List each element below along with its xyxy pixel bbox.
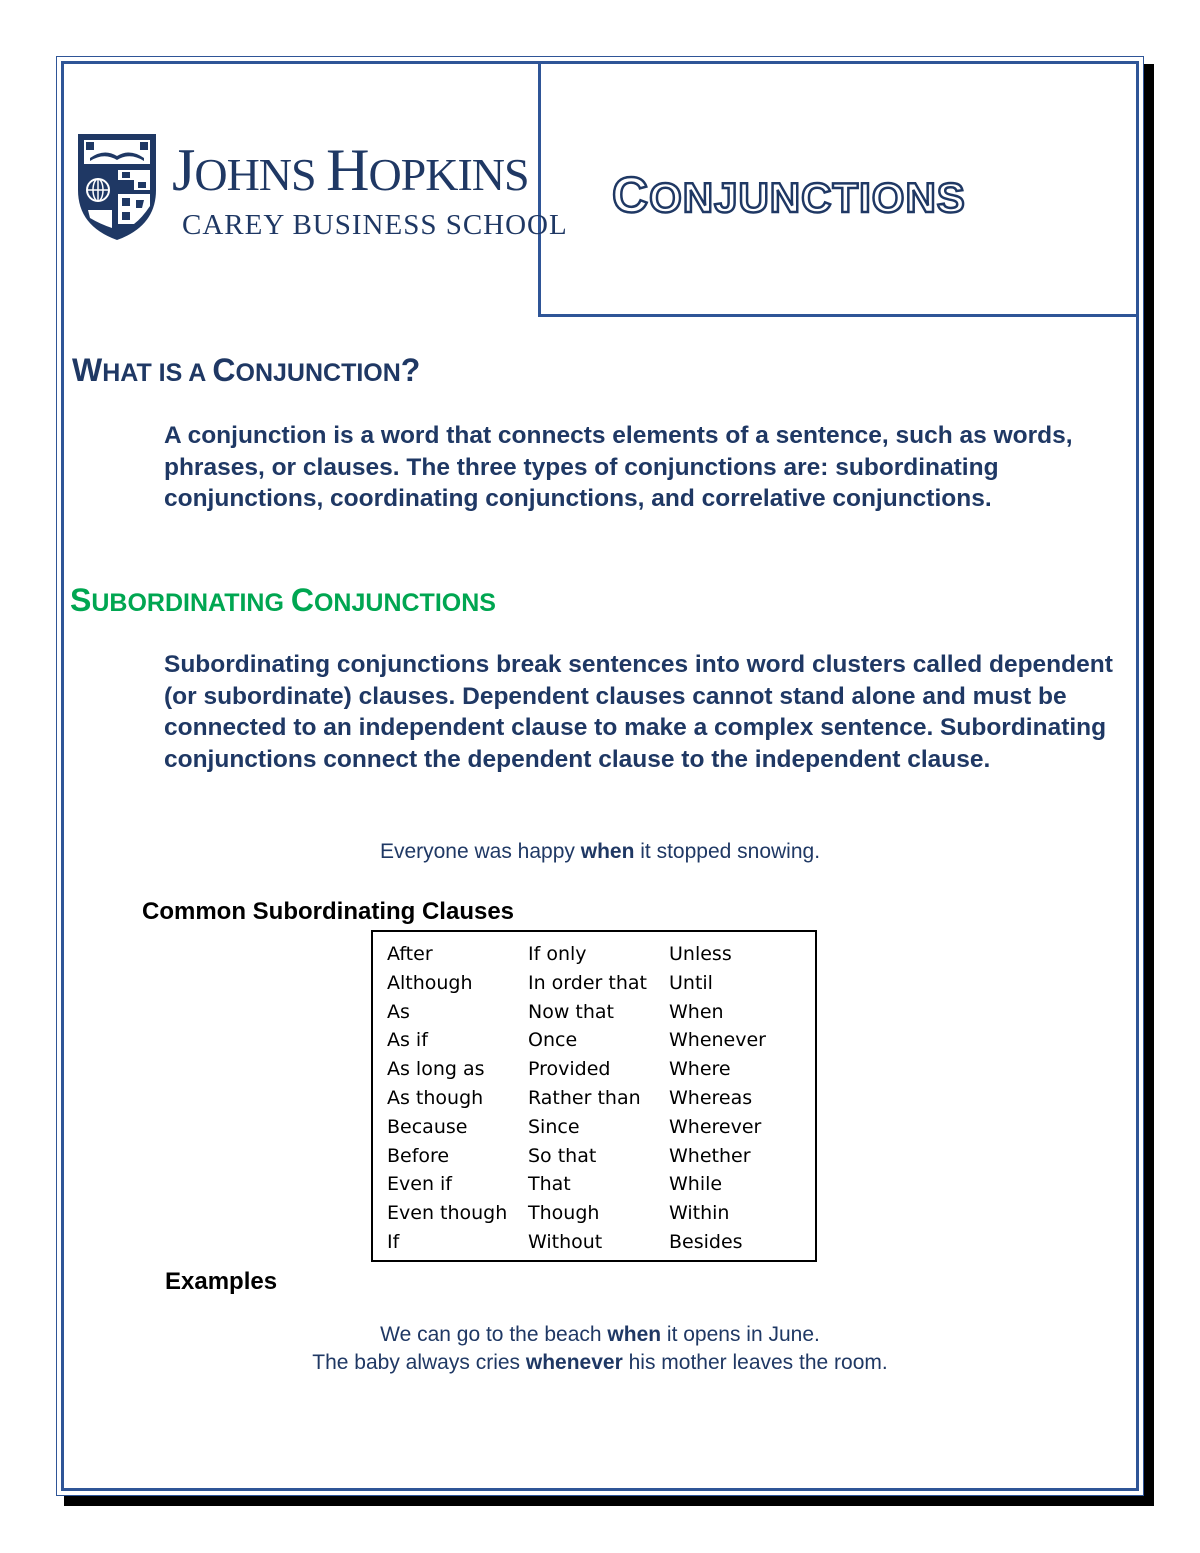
table-cell: Now that	[528, 1000, 615, 1023]
examples-heading: Examples	[165, 1268, 278, 1295]
table-cell: Until	[669, 971, 713, 994]
table-cell: Without	[528, 1230, 603, 1253]
table-cell: As if	[387, 1029, 428, 1052]
table-cell: Wherever	[669, 1115, 762, 1138]
table-cell: Even if	[387, 1173, 452, 1196]
table-cell: If	[387, 1230, 400, 1253]
table-cell: Since	[528, 1115, 580, 1138]
heading-subordinating-conjunctions: SUBORDINATING CONJUNCTIONS	[70, 582, 496, 618]
table-cell: Unless	[669, 943, 732, 965]
table-cell: Whereas	[669, 1086, 753, 1109]
clauses-column-2	[528, 940, 647, 1257]
table-cell: Where	[669, 1058, 731, 1081]
common-clauses-heading: Common Subordinating Clauses	[142, 898, 515, 925]
table-cell: Even though	[387, 1202, 508, 1225]
heading-what-is-conjunction: WHAT IS A CONJUNCTION?	[72, 352, 421, 388]
clauses-column-1	[387, 940, 507, 1257]
table-cell: Within	[669, 1202, 730, 1225]
clauses-table	[371, 930, 817, 1262]
table-cell: Once	[528, 1029, 578, 1052]
table-cell: As	[387, 1000, 410, 1023]
table-cell: When	[669, 1000, 724, 1023]
table-cell: As long as	[387, 1058, 485, 1081]
table-cell: Rather than	[528, 1086, 641, 1109]
page-title: CONJUNCTIONS	[612, 167, 966, 223]
university-shield-logo	[76, 128, 158, 242]
table-cell: While	[669, 1173, 723, 1196]
table-cell: So that	[528, 1144, 597, 1167]
clauses-column-3	[669, 940, 766, 1257]
table-cell: As though	[387, 1086, 484, 1109]
table-cell: That	[528, 1173, 571, 1196]
table-cell: Because	[387, 1115, 468, 1138]
table-cell: Whenever	[669, 1029, 766, 1052]
table-cell: Provided	[528, 1058, 611, 1081]
table-cell: Before	[387, 1144, 450, 1167]
logo-wordmark: JOHNS HOPKINS	[172, 137, 529, 203]
table-cell: Whether	[669, 1144, 751, 1167]
subordinating-paragraph: Subordinating conjunctions break sentences into word clusters called dependent (or subordinate) clauses. Dependent clauses cannot stand alone and must be connected to an independent clause to make a complex sentence. Subordinating conjunctions connect the dependent clause to the independent clause.	[164, 651, 1113, 773]
example-sentence: The baby always cries whenever his mother leaves the room.	[312, 1351, 888, 1374]
table-cell: If only	[528, 943, 587, 965]
table-cell: Although	[387, 971, 473, 994]
table-cell: After	[387, 943, 433, 965]
example-sentence: Everyone was happy when it stopped snowing.	[379, 840, 821, 863]
table-cell: Besides	[669, 1230, 743, 1253]
example-sentence: We can go to the beach when it opens in June.	[380, 1323, 820, 1346]
logo-subtitle: CAREY BUSINESS SCHOOL	[182, 209, 568, 241]
table-cell: In order that	[528, 971, 647, 994]
definition-paragraph: A conjunction is a word that connects elements of a sentence, such as words, phrases, or clauses. The three types of conjunctions are: subordinating conjunctions, coordinating conjunctions, and correlative conjunctions.	[164, 422, 1073, 512]
table-cell: Though	[528, 1202, 600, 1225]
